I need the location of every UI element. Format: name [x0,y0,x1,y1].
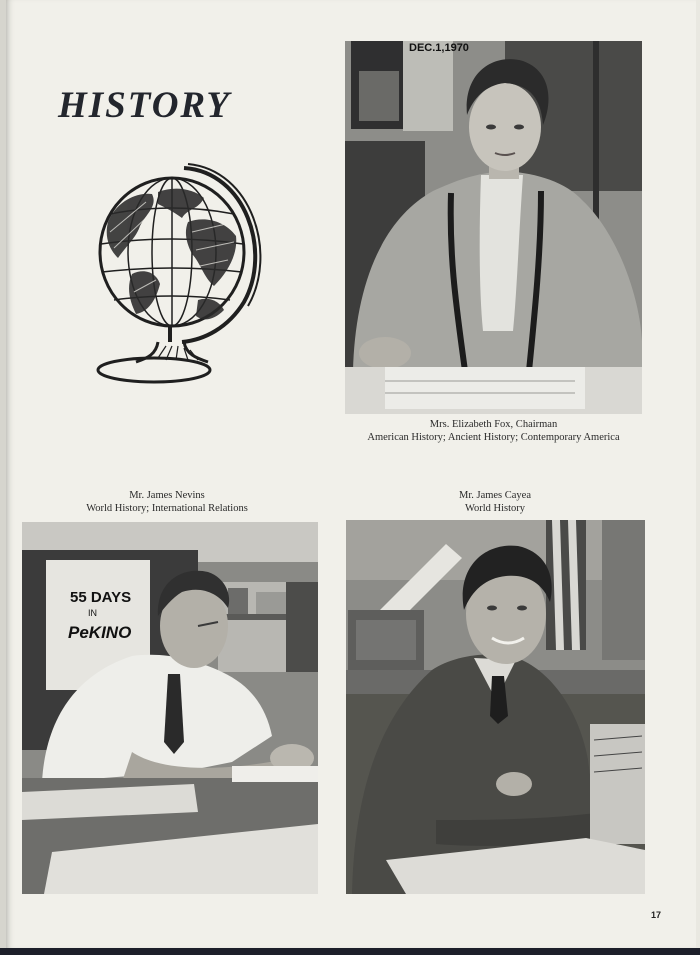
sign-line2: IN [88,608,97,618]
bottom-scan-band [0,948,700,955]
photo-james-nevins [22,522,318,894]
caption-name: Mrs. Elizabeth Fox, Chairman [429,419,558,430]
caption-name: Mr. James Nevins [129,490,205,501]
caption-subjects: World History [464,503,526,514]
photo-james-cayea [346,520,645,894]
page-number: 17 [651,910,662,920]
caption-elizabeth-fox [345,418,642,444]
photo-elizabeth-fox [345,41,642,414]
caption-james-nevins [22,489,312,515]
caption-subjects: World History; International Relations [86,503,248,514]
caption-name: Mr. James Cayea [458,490,532,501]
sign-line3: PeKINO [68,623,132,642]
caption-james-cayea [346,489,644,515]
page-title: HISTORY [58,85,232,126]
caption-subjects: American History; Ancient History; Contemporary America [367,432,620,443]
globe-icon [96,162,262,388]
sign-line1: 55 DAYS [70,589,132,606]
poster-date-text: DEC.1,1970 [409,42,469,54]
